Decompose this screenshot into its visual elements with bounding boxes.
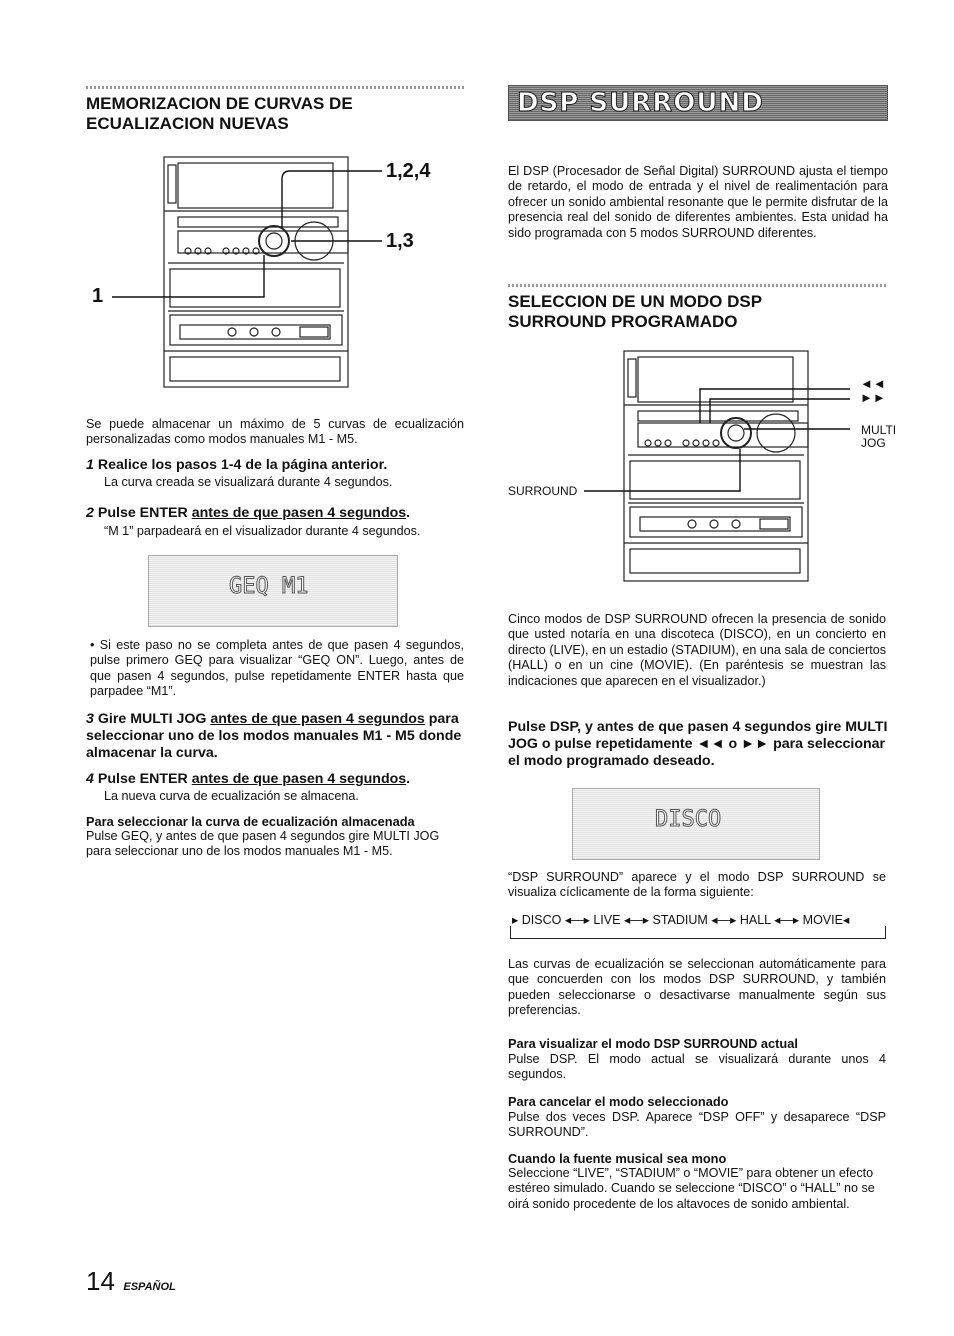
heading-rule-right <box>508 284 888 287</box>
surround-label: SURROUND <box>508 484 578 498</box>
dsp-instruction: Pulse DSP, y antes de que pasen 4 segundos gire MULTI JOG o pulse repetidamente ◄◄ o ►► para seleccionar el modo programado deseado. <box>508 719 888 769</box>
mode-live: LIVE <box>593 913 621 927</box>
cancel-mode-title: Para cancelar el modo seleccionado <box>508 1094 729 1109</box>
step-3-title: 3 Gire MULTI JOG antes de que pasen 4 segundos para seleccionar uno de los modos manuales M1 - M5 donde almacenar la curva. <box>86 711 462 761</box>
rewind-label: ◄◄ <box>860 376 886 391</box>
mode-disco: DISCO <box>521 913 562 927</box>
eq-description: Las curvas de ecualización se seleccionan automáticamente para que concuerden con los modos DSP SURROUND, y también pueden seleccionarse o desactivarse manualmente según sus preferencias. <box>508 957 886 1018</box>
step-4-text: La nueva curva de ecualización se almacena. <box>104 789 359 803</box>
mode-stadium: STADIUM <box>652 913 708 927</box>
mode-movie: MOVIE <box>802 913 843 927</box>
mono-source-text: Seleccione “LIVE”, “STADIUM” o “MOVIE” para obtener un efecto estéreo simulado. Cuando se seleccione “DISCO” o “HALL” no se oirá sonido procedente de los altavoces de sonido ambiental. <box>508 1166 875 1211</box>
recall-title: Para seleccionar la curva de ecualización almacenada <box>86 814 415 829</box>
lcd-text-disco: DISCO <box>655 807 722 832</box>
stereo-illustration-left <box>86 145 466 400</box>
lcd-display-geq <box>148 555 398 627</box>
mode-hall: HALL <box>739 913 771 927</box>
lcd-text: GEQ M1 <box>229 574 309 599</box>
stereo-illustration-right <box>580 345 880 585</box>
right-heading: SELECCION DE UN MODO DSP SURROUND PROGRAMADO <box>508 292 762 331</box>
figure-label-13: 1,3 <box>386 230 414 252</box>
step-2-title: 2 Pulse ENTER antes de que pasen 4 segundos. <box>86 505 411 521</box>
figure-label-1: 1 <box>92 285 104 307</box>
language-label: ESPAÑOL <box>123 1281 176 1293</box>
mono-source-title: Cuando la fuente musical sea mono <box>508 1151 727 1166</box>
lcd-display-disco <box>572 788 820 860</box>
right-intro: El DSP (Procesador de Señal Digital) SURROUND ajusta el tiempo de retardo, el modo de entrada y el nivel de realimentación para ofrecer un sonido ambiental resonante que le permite disfrutar de la presencia real del sonido de diferentes ambientes. Esta unidad ha sido programada con 5 modos SURROUND diferentes. <box>508 164 888 240</box>
step-1-title: 1 Realice los pasos 1-4 de la página anterior. <box>86 457 388 473</box>
show-mode-text: Pulse DSP. El modo actual se visualizará durante unos 4 segundos. <box>508 1052 886 1082</box>
dsp-surround-banner: DSP SURROUND <box>508 85 888 121</box>
cycle-intro: “DSP SURROUND” aparece y el modo DSP SURROUND se visualiza cíclicamente de la forma siguiente: <box>508 870 886 900</box>
left-intro: Se puede almacenar un máximo de 5 curvas de ecualización personalizadas como modos manuales M1 - M5. <box>86 417 464 447</box>
recall-text: Pulse GEQ, y antes de que pasen 4 segundos gire MULTI JOG para seleccionar uno de los modos manuales M1 - M5. <box>86 829 440 859</box>
fast-forward-label: ►► <box>860 390 886 405</box>
modes-description: Cinco modos de DSP SURROUND ofrecen la presencia de sonido que usted notaría en una discoteca (DISCO), en un concierto en directo (LIVE), en un estadio (STADIUM), en una sala de conciertos (HALL) o en un cine (MOVIE). (En paréntesis se muestran las indicaciones que aparecen en el visualizador.) <box>508 612 886 688</box>
step-2-note: • Si este paso no se completa antes de que pasen 4 segundos, pulse primero GEQ para visualizar “GEQ ON”. Luego, antes de que pasen 4 segundos, pulse repetidamente ENTER hasta que parpadee “M1”. <box>90 638 464 699</box>
show-mode-title: Para visualizar el modo DSP SURROUND actual <box>508 1036 798 1051</box>
cancel-mode-text: Pulse dos veces DSP. Aparece “DSP OFF” y desaparece “DSP SURROUND”. <box>508 1110 886 1140</box>
mode-cycle-diagram <box>508 912 888 942</box>
page-number: 14 <box>86 1266 115 1296</box>
step-2-text: “M 1” parpadeará en el visualizador durante 4 segundos. <box>104 524 421 538</box>
heading-rule <box>86 86 466 89</box>
left-heading: MEMORIZACION DE CURVAS DE ECUALIZACION NUEVAS <box>86 94 353 133</box>
step-1-text: La curva creada se visualizará durante 4 segundos. <box>104 475 393 489</box>
step-4-title: 4 Pulse ENTER antes de que pasen 4 segundos. <box>86 771 411 787</box>
page-footer <box>86 1266 176 1297</box>
figure-label-124: 1,2,4 <box>386 160 431 182</box>
multi-jog-label: MULTI JOG <box>861 423 897 450</box>
cycle-row: ▸ DISCO ◂—▸ LIVE ◂—▸ STADIUM ◂—▸ HALL ◂—▸ MOVIE◂ <box>512 913 850 927</box>
